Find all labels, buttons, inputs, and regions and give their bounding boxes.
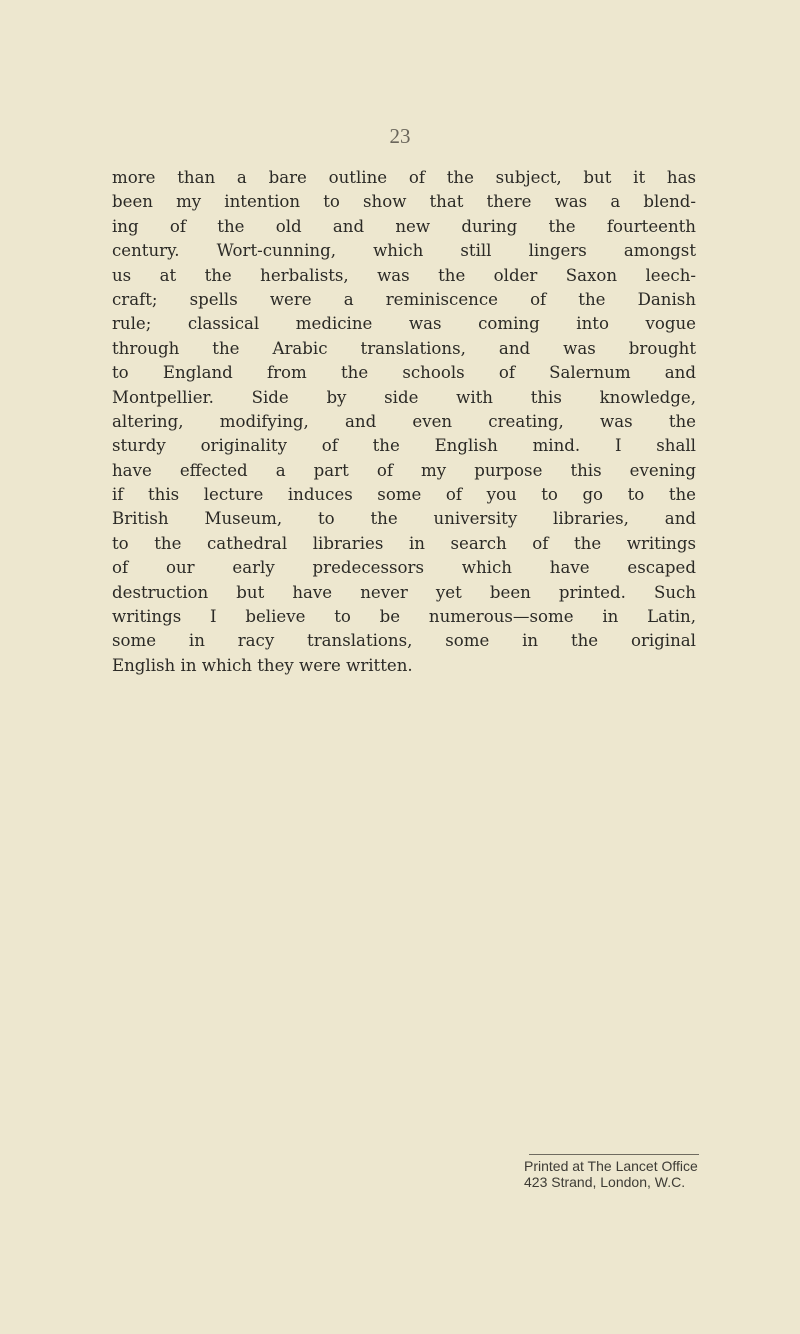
text-line: us at the herbalists, was the older Saxon leech- [112, 265, 696, 285]
text-line: Montpellier. Side by side with this knowledge, [112, 387, 696, 407]
text-line: century. Wort-cunning, which still lingers amongst [112, 241, 696, 261]
text-line: rule; classical medicine was coming into vogue [112, 314, 696, 334]
text-line: craft; spells were a reminiscence of the Danish [112, 289, 696, 309]
text-line: sturdy originality of the English mind. I shall [112, 436, 696, 456]
text-line: to England from the schools of Salernum and [112, 363, 696, 383]
text-line: more than a bare outline of the subject, but it has [112, 168, 696, 187]
printer-imprint [524, 1154, 704, 1190]
imprint-rule [529, 1154, 699, 1155]
text-line: some in racy translations, some in the original [112, 631, 696, 651]
text-line: altering, modifying, and even creating, was the [112, 411, 696, 431]
text-line: through the Arabic translations, and was brought [112, 338, 696, 358]
text-line: of our early predecessors which have escaped [112, 558, 696, 578]
text-line: English in which they were written. [112, 655, 413, 675]
text-line: ing of the old and new during the fourteenth [112, 216, 696, 236]
text-line: writings I believe to be numerous—some in Latin, [112, 607, 696, 627]
text-line: to the cathedral libraries in search of the writings [112, 533, 696, 553]
imprint-line-printer: Printed at The Lancet Office [524, 1158, 698, 1174]
body-paragraph [112, 166, 696, 678]
imprint-line-address: 423 Strand, London, W.C. [524, 1174, 686, 1190]
page-number: 23 [389, 124, 411, 148]
text-line: destruction but have never yet been printed. Such [112, 582, 696, 602]
text-line: have effected a part of my purpose this evening [112, 460, 696, 480]
text-line: British Museum, to the university libraries, and [112, 509, 696, 529]
text-line: been my intention to show that there was a blend- [112, 192, 696, 212]
text-line: if this lecture induces some of you to go to the [112, 485, 696, 505]
